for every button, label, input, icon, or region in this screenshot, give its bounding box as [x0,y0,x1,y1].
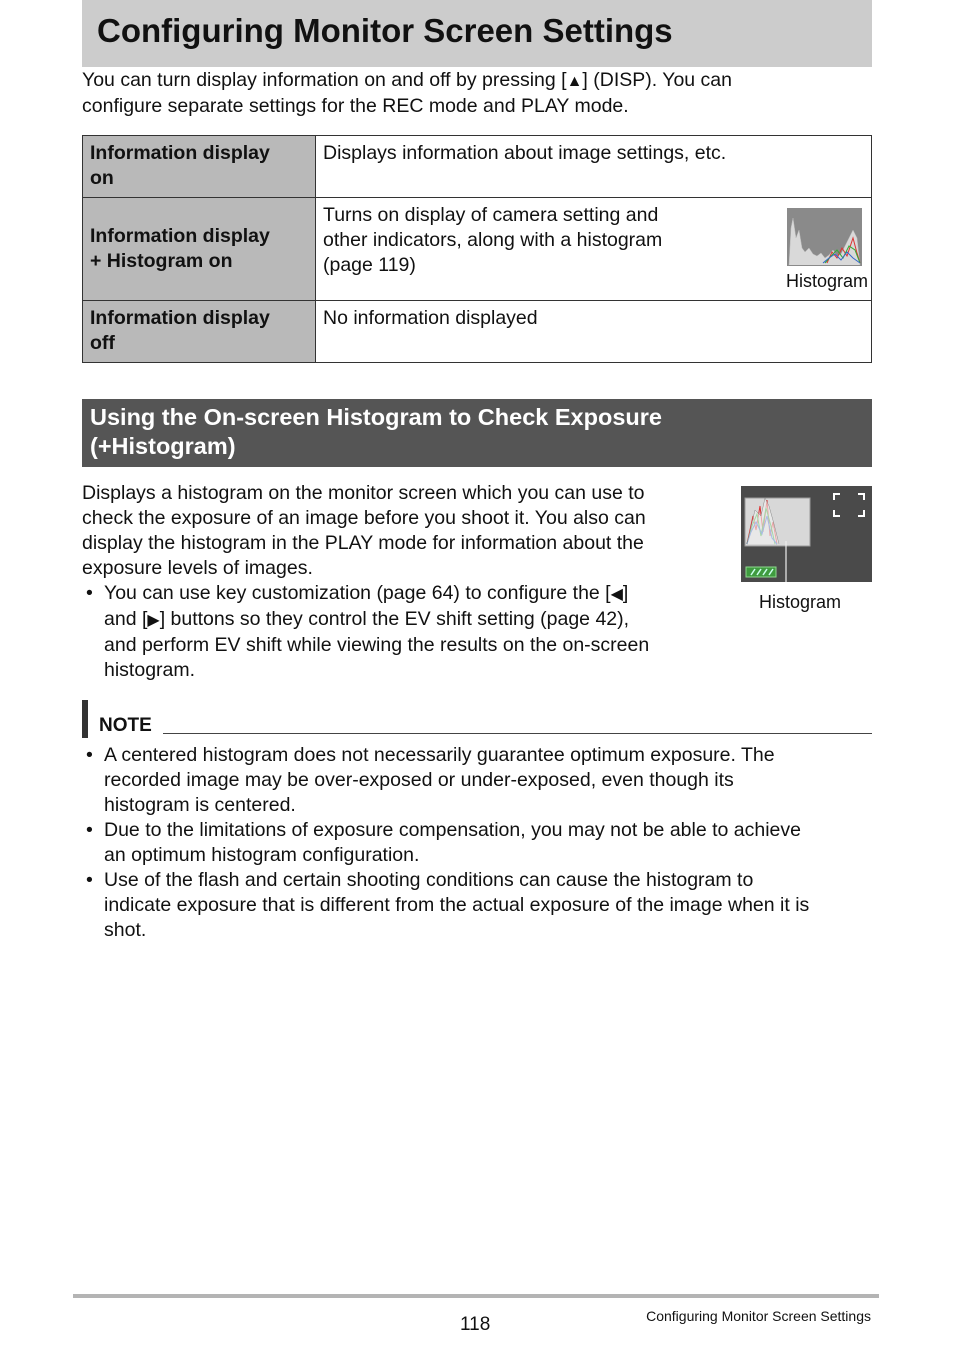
list-item: • A centered histogram does not necessarily guarantee optimum exposure. The recorded image may be over-exposed or under-exposed, even though its histogram is centered. [82,743,872,818]
setting-description: No information displayed [316,301,872,363]
setting-label: Information display off [83,301,316,363]
setting-description: Displays information about image settings, etc. [316,136,872,198]
intro-paragraph: You can turn display information on and off by pressing [▲] (DISP). You can configure separate settings for the REC mode and PLAY mode. [82,69,732,117]
histogram-thumbnail [786,208,869,294]
list-item: • You can use key customization (page 64) to configure the [◀] and [▶] buttons so they control the EV shift setting (page 42), and perform EV shift while viewing the results on the on-screen histogram. [82,581,702,683]
note-rule [163,733,872,734]
page-number: 118 [460,1314,491,1335]
histogram-graph-icon [787,208,862,266]
table-row [83,136,872,198]
up-triangle-icon: ▲ [566,73,583,90]
list-item: • Due to the limitations of exposure compensation, you may not be able to achieve an optimum histogram configuration. [82,818,872,868]
section-paragraph: Displays a histogram on the monitor screen which you can use to check the exposure of an image before you shoot it. You also can display the histogram in the PLAY mode for information about the exposure levels of images. [82,482,646,579]
section-bullets [82,581,702,683]
note-list [82,743,872,943]
setting-label: Information display on [83,136,316,198]
section-body [82,481,702,683]
list-item: • Use of the flash and certain shooting conditions can cause the histogram to indicate exposure that is different from the actual exposure of the image when it is shot. [82,868,872,943]
left-triangle-icon: ◀ [610,586,623,603]
page-title: Configuring Monitor Screen Settings [82,0,872,67]
histogram-caption: Histogram [759,592,842,612]
table-row [83,198,872,301]
histogram-caption: Histogram [786,271,869,291]
setting-label: Information display + Histogram on [83,198,316,301]
display-settings-table [82,135,872,363]
camera-screen-icon [741,486,872,582]
right-triangle-icon: ▶ [147,612,160,629]
section-heading: Using the On-screen Histogram to Check Exposure (+Histogram) [82,399,872,467]
table-row [83,301,872,363]
footer-rule [73,1294,879,1298]
note-bar [82,700,88,738]
note-label: NOTE [99,715,152,736]
setting-description: Turns on display of camera setting and other indicators, along with a histogram (page 119) Histogram [316,198,872,301]
footer-section-title: Configuring Monitor Screen Settings [646,1308,871,1324]
